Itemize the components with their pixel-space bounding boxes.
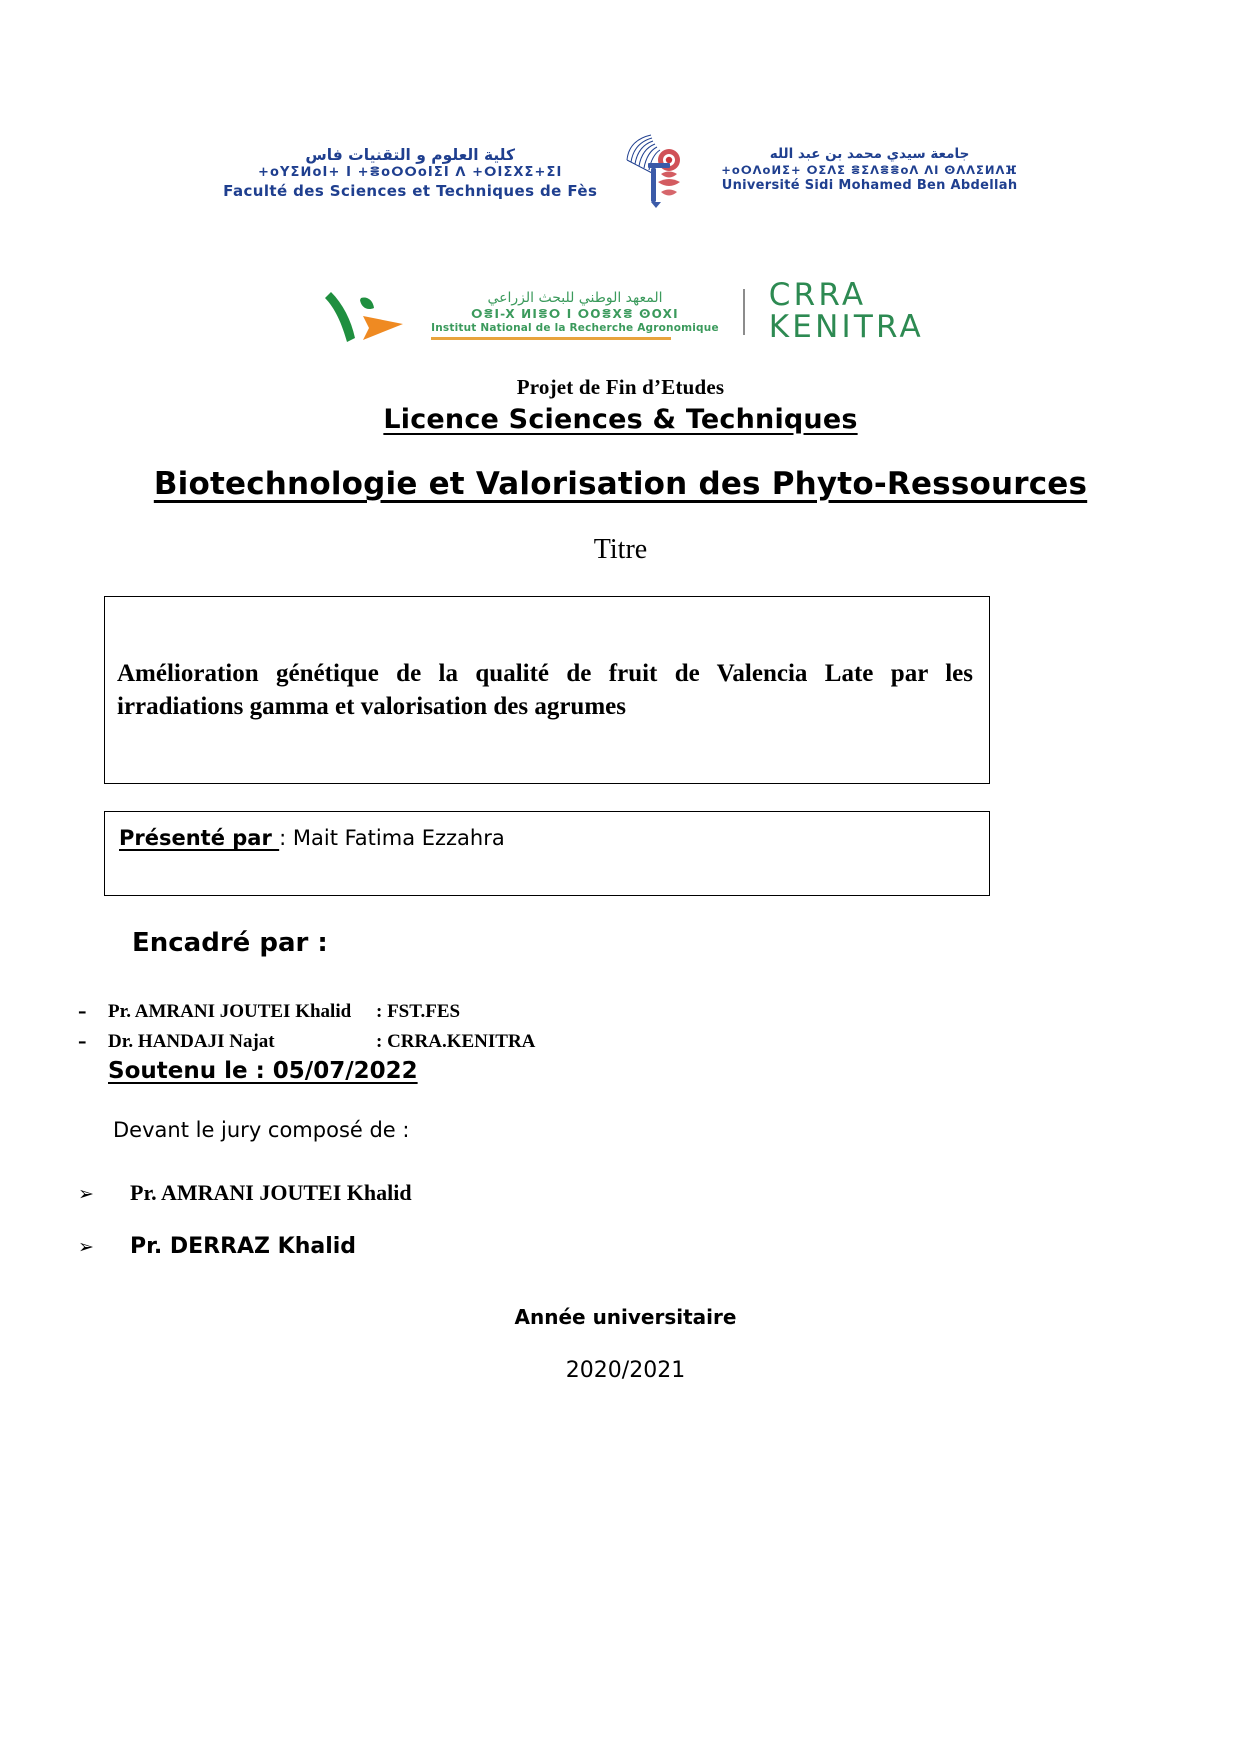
supervisor-name: Dr. HANDAJI Najat [108,1030,275,1052]
jury-intro: Devant le jury composé de : [113,1118,410,1142]
university-logo-text [721,128,1018,194]
logo-divider [743,289,745,335]
list-dash: – [78,1002,87,1022]
supervisor-list [78,998,878,1057]
project-type-label: Projet de Fin d’Etudes [516,375,725,399]
arrow-bullet-icon: ➢ [78,1236,94,1258]
author-name: Mait Fatima Ezzahra [292,826,505,850]
inra-name-french: Institut National de la Recherche Agronomique [431,321,719,334]
university-name-arabic: جامعة سيدي محمد بن عبد الله [769,146,970,162]
author-line [119,826,989,850]
academic-year-value: 2020/2021 [565,1358,686,1383]
jury-row [78,1234,778,1259]
author-separator: : [279,826,287,850]
thesis-title-box [104,596,990,784]
supervisor-row [78,1028,878,1056]
list-dash: – [78,1031,87,1052]
faculty-name-tifinagh: +oYΣⵍoI+ I +ⴻoⵔⵔoIΣI ⴷ +ⵔIΣXΣ+ΣI [258,165,563,181]
author-box [104,811,990,896]
inra-leaf-icon [317,278,413,346]
supervisor-row [78,998,878,1026]
crra-logo-text [768,277,924,345]
inra-name-tifinagh: ⵔⴻI-X ⵍIⴻⵔ I ⵔOⴻXⴻ ⵙOXI [471,306,679,321]
defense-date-line [108,1058,418,1084]
supervision-heading: Encadré par : [132,928,328,958]
faculty-name-french: Faculté des Sciences et Techniques de Fès [223,182,598,201]
faculty-logo-text [223,128,597,201]
author-label: Présenté par [119,826,280,850]
jury-member-name: Pr. DERRAZ Khalid [130,1234,357,1259]
titre-caption: Titre [593,534,648,565]
inra-underline-rule [431,337,671,340]
arrow-bullet-icon: ➢ [78,1183,94,1205]
university-name-tifinagh: +oⵔⴷoⵍΣ+ ⵔΣⴷΣ ⴻΣⴷⴻⴻoⴷ ⴷI ⵙⴷⴷΣИⴷⴼ [721,162,1018,177]
university-name-french: Université Sidi Mohamed Ben Abdellah [721,177,1018,193]
jury-row [78,1180,778,1206]
jury-list [78,1180,778,1287]
faculty-name-arabic: كلية العلوم و التقنيات فاس [305,146,516,164]
supervisor-affiliation: : FST.FES [376,1001,461,1022]
supervisor-affiliation: : CRRA.KENITRA [376,1030,536,1052]
degree-heading [0,404,1241,435]
inra-logo-text [431,284,719,340]
institution-header [0,128,1241,218]
thesis-title: Amélioration génétique de la qualité de fruit de Valencia Late par les irradiations gamma et valorisation des agrumes [117,660,973,720]
inra-name-arabic: المعهد الوطني للبحث الزراعي [487,289,663,306]
crra-line-2: KENITRA [768,309,924,345]
university-seal-icon [621,130,697,210]
crra-line-1: CRRA [768,277,867,314]
partner-logos [0,272,1241,352]
supervisor-name: Pr. AMRANI JOUTEI Khalid [108,1001,352,1022]
program-heading [0,466,1241,502]
program-label: Biotechnologie et Valorisation des Phyto-Ressources [153,466,1088,502]
jury-member-name: Pr. AMRANI JOUTEI Khalid [130,1180,412,1205]
degree-label: Licence Sciences & Techniques [383,404,858,435]
academic-year-label: Année universitaire [514,1305,737,1329]
defense-date: Soutenu le : 05/07/2022 [108,1058,418,1084]
